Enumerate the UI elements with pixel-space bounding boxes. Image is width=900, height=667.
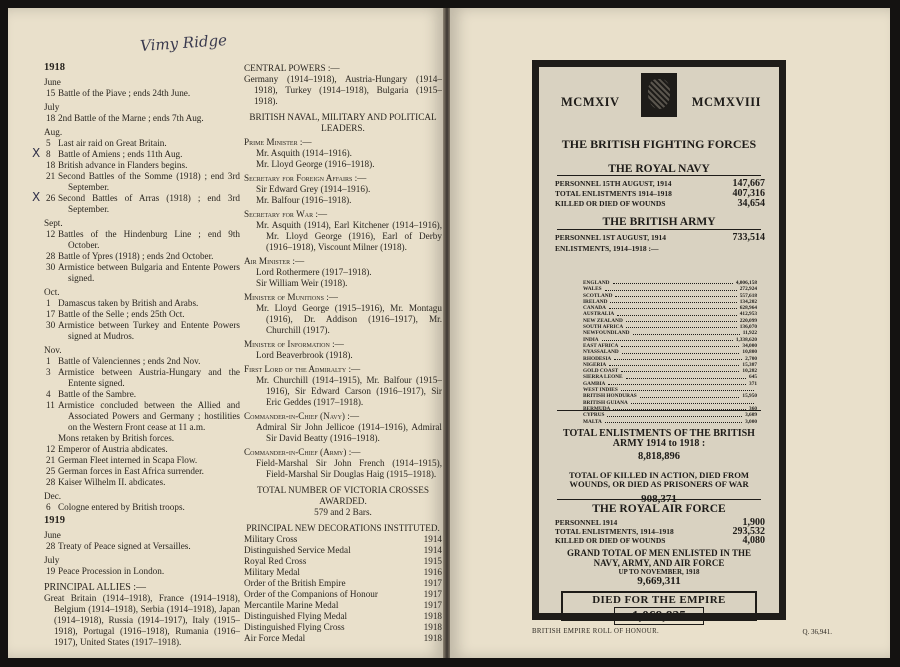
year-heading: 1918 — [44, 62, 65, 73]
country-name: SCOTLAND — [583, 292, 613, 299]
country-enlistments — [583, 280, 757, 425]
event-text: Last air raid on Great Britain. — [58, 138, 167, 148]
roman-year-start: MCMXIV — [561, 95, 620, 109]
country-value: 3,609 — [745, 412, 757, 419]
dot-leader — [622, 349, 740, 353]
event-day: 15 — [46, 88, 56, 98]
dot-leader — [610, 299, 736, 303]
central-powers-heading: CENTRAL POWERS :— — [244, 63, 340, 73]
event-text: Armistice between Bulgaria and Entente Powers signed. — [58, 262, 240, 283]
event-day: 18 — [46, 160, 56, 170]
raf-line-label: KILLED OR DIED OF WOUNDS — [555, 536, 666, 545]
office-holder: Mr. Balfour (1916–1918). — [256, 195, 352, 205]
event-row — [44, 298, 240, 309]
country-value: 360 — [749, 405, 757, 412]
office-title: Commander-in-Chief (Army) :— — [244, 447, 361, 457]
event-row — [44, 171, 240, 193]
army-total-value: 8,818,896 — [638, 451, 680, 462]
country-name: NEWFOUNDLAND — [583, 330, 630, 337]
event-day: 8 — [46, 149, 51, 159]
event-row — [44, 466, 240, 477]
month-heading: June — [44, 530, 61, 540]
event-row — [44, 433, 240, 444]
month-heading: Dec. — [44, 491, 62, 501]
decoration-name: Royal Red Cross — [244, 556, 307, 566]
country-value: 3,000 — [745, 418, 757, 425]
decoration-row — [244, 567, 442, 578]
decoration-year: 1917 — [423, 600, 442, 610]
event-day: 1 — [46, 356, 51, 366]
decoration-year: 1918 — [423, 611, 442, 621]
navy-line — [555, 200, 765, 208]
office-title: Secretary for War :— — [244, 209, 328, 219]
army-line — [555, 234, 765, 242]
decoration-row — [244, 600, 442, 611]
office-title: Minister of Information :— — [244, 339, 344, 349]
event-day: 28 — [46, 541, 56, 551]
margin-x-mark: X — [32, 146, 41, 160]
event-row — [32, 190, 240, 215]
event-text: German Fleet interned in Scapa Flow. — [58, 455, 198, 465]
office-title: First Lord of the Admiralty :— — [244, 364, 361, 374]
event-text: Armistice between Austria-Hungary and the Entente signed. — [58, 367, 240, 388]
event-text: Armistice between Turkey and Entente Powers signed at Mudros. — [58, 320, 240, 341]
event-text: German forces in East Africa surrender. — [58, 466, 204, 476]
office-holder: Sir Edward Grey (1914–1916). — [256, 184, 371, 194]
event-row — [44, 566, 240, 577]
event-day: 5 — [46, 138, 51, 148]
dot-leader — [626, 374, 746, 378]
decoration-row — [244, 589, 442, 600]
navy-line-value: 147,667 — [732, 178, 765, 189]
dot-leader — [602, 337, 733, 341]
decorations-heading: PRINCIPAL NEW DECORATIONS INSTITUTED. — [246, 523, 440, 533]
navy-line-value: 34,654 — [737, 198, 765, 209]
decoration-name: Distinguished Flying Medal — [244, 611, 348, 621]
handwritten-note: Vimy Ridge — [139, 30, 228, 56]
decoration-row — [244, 633, 442, 644]
country-value: 15,387 — [742, 361, 757, 368]
event-row — [44, 309, 240, 320]
event-row — [44, 88, 240, 99]
right-page — [450, 8, 890, 658]
dot-leader — [609, 305, 737, 309]
event-text: Emperor of Austria abdicates. — [58, 444, 168, 454]
event-row — [44, 477, 240, 488]
event-text: Treaty of Peace signed at Versailles. — [58, 541, 191, 551]
event-row — [44, 444, 240, 455]
year-heading: 1919 — [44, 515, 65, 526]
decoration-year: 1914 — [423, 545, 442, 555]
country-row — [583, 419, 757, 425]
event-day: 30 — [46, 262, 56, 272]
died-value: 1,069,825 — [614, 607, 704, 625]
event-row — [44, 320, 240, 342]
footer-reference: Q. 36,941. — [802, 628, 832, 636]
event-row — [32, 146, 240, 160]
month-heading: July — [44, 555, 60, 565]
event-day: 30 — [46, 320, 56, 330]
dot-leader — [626, 318, 737, 322]
raf-line-value: 1,900 — [742, 517, 765, 528]
event-day: 1 — [46, 298, 51, 308]
country-value: 628,964 — [739, 305, 757, 312]
country-name: MALTA — [583, 418, 602, 425]
country-value: 2,700 — [745, 355, 757, 362]
chronology-list — [32, 62, 240, 577]
dot-leader — [631, 400, 754, 404]
killed-value: 908,371 — [641, 493, 677, 505]
dot-leader — [621, 387, 754, 391]
navy-line — [555, 180, 765, 188]
margin-x-mark: X — [32, 190, 41, 204]
dot-leader — [614, 356, 742, 360]
country-name: BRITISH GUIANA — [583, 399, 628, 406]
decoration-row — [244, 611, 442, 622]
raf-line-label: TOTAL ENLISTMENTS, 1914–1918 — [555, 527, 674, 536]
event-text: Second Battles of Arras (1918) ; end 3rd September. — [58, 193, 240, 214]
country-value: 136,070 — [739, 324, 757, 331]
decoration-year: 1918 — [423, 622, 442, 632]
event-row — [44, 113, 240, 124]
event-day: 11 — [46, 400, 55, 410]
decoration-row — [244, 556, 442, 567]
event-day: 12 — [46, 444, 56, 454]
raf-heading: THE ROYAL AIR FORCE — [592, 503, 726, 515]
event-text: Kaiser Wilhelm II. abdicates. — [58, 477, 166, 487]
dot-leader — [633, 330, 740, 334]
event-row — [44, 367, 240, 389]
raf-line-label: PERSONNEL 1914 — [555, 518, 618, 527]
footer-title: BRITISH EMPIRE ROLL OF HONOUR. — [532, 628, 660, 635]
event-text: Peace Procession in London. — [58, 566, 165, 576]
decoration-row — [244, 534, 442, 545]
country-value: 1,338,620 — [735, 336, 757, 343]
event-text: Battle of the Sambre. — [58, 389, 137, 399]
event-day: 4 — [46, 389, 51, 399]
event-text: Cologne entered by British troops. — [58, 502, 185, 512]
allies-heading: PRINCIPAL ALLIES :— — [44, 582, 147, 593]
event-text: British advance in Flanders begins. — [58, 160, 188, 170]
event-day: 28 — [46, 251, 56, 261]
event-row — [44, 251, 240, 262]
army-line-label: PERSONNEL 1ST AUGUST, 1914 — [555, 233, 667, 242]
month-heading: Aug. — [44, 127, 63, 137]
allies-text: Great Britain (1914–1918), France (1914–1918), Belgium (1914–1918), Serbia (1914–1918), Japan (1914–1918), Russia (1914–1917), Italy (1915–1918), Portugal (1916–1918), Rumania (1916–1917), United States (1917–1918). — [44, 593, 240, 647]
died-label: DIED FOR THE EMPIRE — [592, 594, 726, 606]
dot-leader — [607, 412, 742, 416]
dot-leader — [605, 286, 737, 290]
grand-total-label: GRAND TOTAL OF MEN ENLISTED IN THE NAVY, ARMY, AND AIR FORCE — [566, 548, 752, 568]
dot-leader — [626, 324, 737, 328]
dot-leader — [613, 280, 733, 284]
raf-line-value: 293,532 — [732, 526, 765, 537]
event-day: 26 — [46, 193, 56, 203]
event-day: 3 — [46, 367, 51, 377]
office-holder: Sir William Weir (1918). — [256, 278, 348, 288]
divider-rule — [557, 175, 761, 176]
country-value: 412,953 — [739, 311, 757, 318]
country-name: EAST AFRICA — [583, 342, 619, 349]
office-title: Prime Minister :— — [244, 137, 312, 147]
country-value: 4,006,158 — [735, 280, 757, 286]
event-text: Battle of Valenciennes ; ends 2nd Nov. — [58, 356, 201, 366]
country-value: 645 — [749, 374, 757, 381]
navy-line-label: PERSONNEL 15TH AUGUST, 1914 — [555, 179, 672, 188]
event-row — [44, 541, 240, 552]
grand-total-sub: UP TO NOVEMBER, 1918 — [618, 568, 700, 576]
decoration-name: Air Force Medal — [244, 633, 306, 643]
raf-line — [555, 528, 765, 536]
office-holder: Lord Beaverbrook (1918). — [256, 350, 353, 360]
country-name: SOUTH AFRICA — [583, 324, 624, 331]
event-text: Second Battles of the Somme (1918) ; end 3rd September. — [58, 171, 240, 192]
event-text: Mons retaken by British forces. — [58, 433, 175, 443]
navy-line-label: TOTAL ENLISTMENTS 1914–1918 — [555, 189, 672, 198]
army-line — [555, 245, 765, 253]
country-name: GOLD COAST — [583, 368, 619, 375]
office-title: Minister of Munitions :— — [244, 292, 338, 302]
country-name: NIGERIA — [583, 361, 607, 368]
event-text: Battles of the Hindenburg Line ; end 9th October. — [58, 229, 240, 250]
left-page — [8, 8, 444, 658]
army-total-label: TOTAL ENLISTMENTS OF THE BRITISH ARMY 1914 to 1918 : — [563, 428, 755, 449]
office-holder: Mr. Asquith (1914–1916). — [256, 148, 352, 158]
vc-heading: TOTAL NUMBER OF VICTORIA CROSSES AWARDED. — [257, 485, 429, 506]
army-line-label: ENLISTMENTS, 1914–1918 :— — [555, 244, 659, 253]
poster-frame — [537, 65, 781, 623]
royal-crest-icon — [641, 73, 677, 117]
event-row — [44, 160, 240, 171]
month-heading: Nov. — [44, 345, 62, 355]
country-name: WALES — [583, 286, 602, 293]
decoration-row — [244, 545, 442, 556]
dot-leader — [609, 362, 739, 366]
event-day: 25 — [46, 466, 56, 476]
office-title: Air Minister :— — [244, 256, 305, 266]
decoration-name: Distinguished Flying Cross — [244, 622, 345, 632]
dot-leader — [608, 381, 746, 385]
decoration-year: 1916 — [423, 567, 442, 577]
fighting-forces-poster — [532, 60, 786, 623]
decoration-year: 1918 — [423, 633, 442, 643]
offices-list — [244, 137, 442, 480]
dot-leader — [640, 393, 740, 397]
country-value: 34,000 — [742, 342, 757, 349]
navy-line-label: KILLED OR DIED OF WOUNDS — [555, 199, 666, 208]
divider-rule — [557, 499, 761, 500]
grand-total-value: 9,669,311 — [637, 575, 681, 587]
country-value: 134,202 — [739, 298, 757, 305]
event-day: 18 — [46, 113, 56, 123]
navy-line-value: 407,316 — [732, 188, 765, 199]
decoration-name: Mercantile Marine Medal — [244, 600, 339, 610]
leaders-column — [244, 60, 442, 644]
event-text: Battle of the Piave ; ends 24th June. — [58, 88, 191, 98]
dot-leader — [621, 343, 739, 347]
country-name: IRELAND — [583, 298, 608, 305]
month-heading: June — [44, 77, 61, 87]
office-holder: Admiral Sir John Jellicoe (1914–1916), Admiral Sir David Beatty (1916–1918). — [256, 422, 442, 443]
navy-heading: THE ROYAL NAVY — [608, 163, 710, 175]
event-row — [44, 400, 240, 433]
country-name: INDIA — [583, 336, 599, 343]
month-heading: Oct. — [44, 287, 60, 297]
decoration-name: Military Medal — [244, 567, 300, 577]
event-text: Damascus taken by British and Arabs. — [58, 298, 199, 308]
central-powers-text: Germany (1914–1918), Austria-Hungary (1914–1918), Turkey (1914–1918), Bulgaria (1915–1918). — [244, 74, 442, 106]
country-name: RHODESIA — [583, 355, 612, 362]
country-value: 371 — [749, 380, 757, 387]
dot-leader — [621, 368, 739, 372]
event-day: 17 — [46, 309, 56, 319]
army-heading: THE BRITISH ARMY — [602, 216, 716, 228]
died-for-empire-box — [561, 591, 757, 621]
raf-line — [555, 537, 765, 545]
event-day: 21 — [46, 171, 56, 181]
vc-value: 579 and 2 Bars. — [314, 507, 372, 517]
decoration-year: 1917 — [423, 589, 442, 599]
decorations-list — [244, 534, 442, 644]
event-text: Battle of the Selle ; ends 25th Oct. — [58, 309, 185, 319]
killed-label: TOTAL OF KILLED IN ACTION, DIED FROM WOUNDS, OR DIED AS PRISONERS OF WAR — [568, 470, 750, 489]
navy-line — [555, 190, 765, 198]
decoration-year: 1914 — [423, 534, 442, 544]
army-line-value: 733,514 — [732, 232, 765, 243]
country-value: 10,282 — [742, 368, 757, 375]
office-title: Commander-in-Chief (Navy) :— — [244, 411, 360, 421]
office-holder: Mr. Churchill (1914–1915), Mr. Balfour (1915–1916), Sir Edward Carson (1916–1917), Sir Eric Geddes (1917–1918). — [256, 375, 442, 407]
dot-leader — [615, 293, 736, 297]
event-row — [44, 389, 240, 400]
leaders-heading: BRITISH NAVAL, MILITARY AND POLITICAL LEADERS. — [249, 112, 437, 133]
country-value: 11,922 — [742, 330, 757, 337]
event-row — [44, 229, 240, 251]
country-name: WEST INDIES — [583, 387, 618, 394]
decoration-name: Distinguished Service Medal — [244, 545, 351, 555]
office-holder: Mr. Asquith (1914), Earl Kitchener (1914–1916), Mr. Lloyd George (1916), Earl of Derby (1916–1918), Viscount Milner (1918). — [256, 220, 442, 252]
event-day: 21 — [46, 455, 56, 465]
decoration-name: Order of the Companions of Honour — [244, 589, 378, 599]
poster-title: THE BRITISH FIGHTING FORCES — [561, 137, 757, 151]
country-name: CYPRUS — [583, 412, 605, 419]
event-row — [44, 356, 240, 367]
dot-leader — [617, 311, 737, 315]
event-text: Battle of Ypres (1918) ; ends 2nd October. — [58, 251, 214, 261]
event-day: 28 — [46, 477, 56, 487]
country-name: ENGLAND — [583, 280, 610, 286]
event-text: Battle of Amiens ; ends 11th Aug. — [58, 149, 183, 159]
country-value: 557,618 — [739, 292, 757, 299]
office-holder: Lord Rothermere (1917–1918). — [256, 267, 372, 277]
country-name: AUSTRALIA — [583, 311, 615, 318]
decoration-year: 1915 — [423, 556, 442, 566]
country-name: GAMBIA — [583, 380, 606, 387]
roman-year-end: MCMXVIII — [691, 95, 761, 109]
country-value: 15,950 — [742, 393, 757, 400]
event-day: 6 — [46, 502, 51, 512]
decoration-row — [244, 622, 442, 633]
office-holder: Mr. Lloyd George (1916–1918). — [256, 159, 375, 169]
country-value: 272,924 — [739, 286, 757, 293]
country-value: 10,800 — [742, 349, 757, 356]
event-row — [44, 138, 240, 149]
decoration-row — [244, 578, 442, 589]
month-heading: July — [44, 102, 60, 112]
country-value: 220,099 — [739, 317, 757, 324]
office-holder: Field-Marshal Sir John French (1914–1915), Field-Marshal Sir Douglas Haig (1915–1918). — [256, 458, 442, 479]
divider-rule — [557, 229, 761, 230]
country-name: NEW ZEALAND — [583, 317, 623, 324]
decoration-name: Order of the British Empire — [244, 578, 346, 588]
chronology-column — [32, 60, 240, 648]
country-name: SIERRA LEONE — [583, 374, 623, 381]
country-name: BRITISH HONDURAS — [583, 393, 637, 400]
divider-rule — [557, 410, 761, 411]
country-name: BERMUDA — [583, 405, 611, 412]
event-day: 19 — [46, 566, 56, 576]
event-day — [44, 433, 58, 444]
raf-line-value: 4,080 — [742, 535, 765, 546]
event-text: 2nd Battle of the Marne ; ends 7th Aug. — [58, 113, 204, 123]
decoration-year: 1917 — [423, 578, 442, 588]
event-day: 12 — [46, 229, 56, 239]
office-holder: Mr. Lloyd George (1915–1916), Mr. Montagu (1916), Dr. Addison (1916–1917), Mr. Churchill (1917). — [256, 303, 442, 335]
country-name: CANADA — [583, 305, 606, 312]
country-name: NYASSALAND — [583, 349, 619, 356]
event-row — [44, 502, 240, 513]
month-heading: Sept. — [44, 218, 63, 228]
event-row — [44, 262, 240, 284]
office-title: Secretary for Foreign Affairs :— — [244, 173, 367, 183]
event-text: Armistice concluded between the Allied and Associated Powers and Germany ; hostilities on the Western Front cease at 11 a.m. — [58, 400, 240, 432]
decoration-name: Military Cross — [244, 534, 298, 544]
event-row — [44, 455, 240, 466]
dot-leader — [605, 419, 742, 423]
